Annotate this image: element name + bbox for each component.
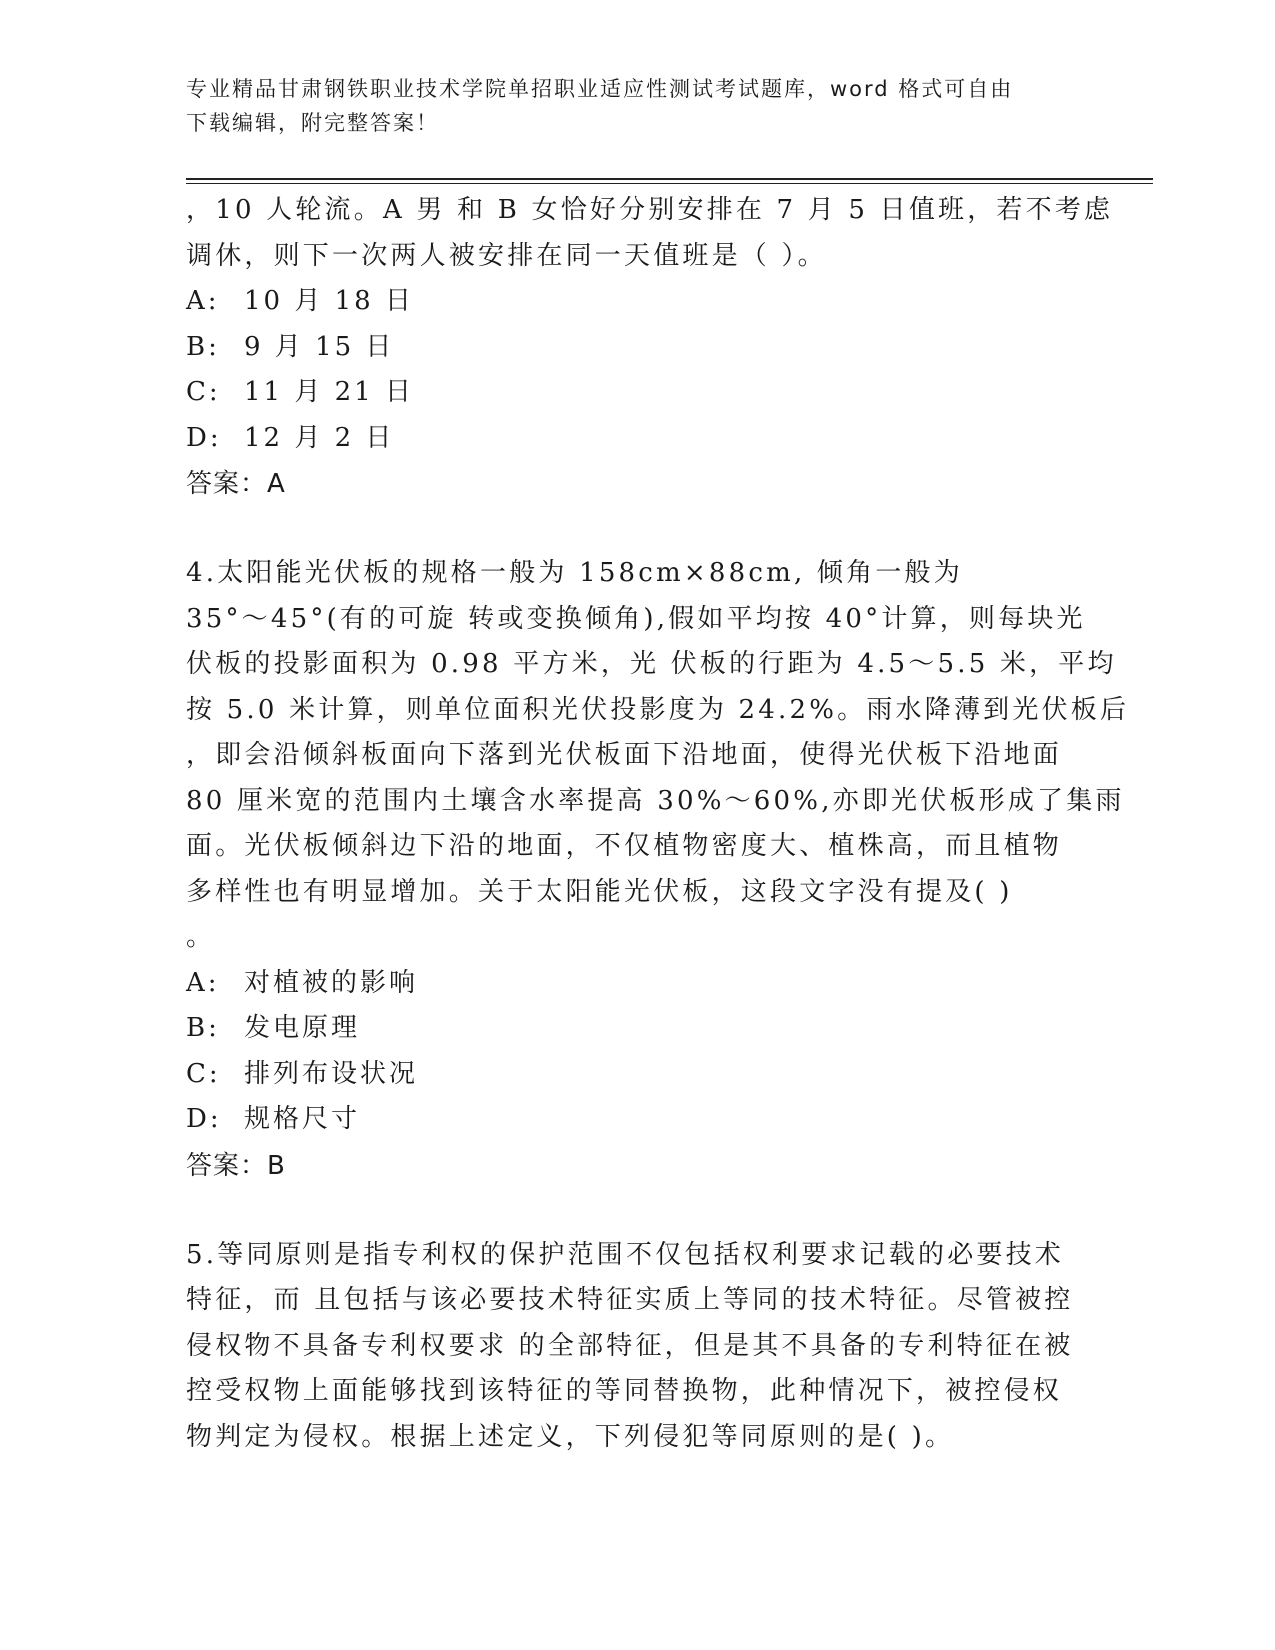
- question-text-line: 80 厘米宽的范围内土壤含水率提高 30%～60%,亦即光伏板形成了集雨: [186, 785, 1125, 816]
- question-text-line: 伏板的投影面积为 0.98 平方米，光 伏板的行距为 4.5～5.5 米，平均: [186, 649, 1117, 679]
- option-text: 10 月 18 日: [244, 286, 414, 316]
- question-text-line: 。: [186, 922, 216, 952]
- question-text-line: 控受权物上面能够找到该特征的等同替换物，此种情况下，被控侵权: [186, 1376, 1063, 1406]
- option-label: B:: [186, 331, 220, 362]
- header-line-1: 专业精品甘肃钢铁职业技术学院单招职业适应性测试考试题库，word 格式可自由: [186, 77, 1014, 101]
- question-text-line: 4.太阳能光伏板的规格一般为 158cm×88cm, 倾角一般为: [186, 558, 963, 588]
- spacer: [186, 507, 1086, 551]
- option-d: [186, 1097, 1086, 1143]
- question-text-line: ，10 人轮流。A 男 和 B 女恰好分别安排在 7 月 5 日值班，若不考虑: [186, 195, 1114, 225]
- option-label: A:: [186, 967, 220, 998]
- page-header: [186, 72, 1066, 140]
- option-d: [186, 416, 1086, 462]
- question-4: [186, 551, 1130, 1189]
- option-label: A:: [186, 286, 220, 316]
- option-b: [186, 325, 1086, 371]
- option-text: 对植被的影响: [244, 967, 419, 998]
- option-text: 排列布设状况: [244, 1058, 419, 1089]
- option-a: [186, 961, 1086, 1007]
- option-label: D:: [186, 1104, 222, 1134]
- option-c: [186, 1052, 1086, 1098]
- question-text-line: 调休，则下一次两人被安排在同一天值班是（ ）。: [186, 240, 827, 271]
- option-text: 11 月 21 日: [244, 377, 414, 407]
- header-line-2: 下载编辑，附完整答案！: [186, 111, 439, 135]
- question-text-line: 面。光伏板倾斜边下沿的地面，不仅植物密度大、植株高，而且植物: [186, 831, 1063, 861]
- spacer: [186, 1189, 1086, 1233]
- question-5: [186, 1233, 1086, 1461]
- question-text-line: 35°～45°(有的可旋 转或变换倾角),假如平均按 40°计算，则每块光: [186, 603, 1086, 634]
- answer-line: 答案：A: [186, 469, 286, 499]
- question-text-line: 物判定为侵权。根据上述定义，下列侵犯等同原则的是( )。: [186, 1421, 955, 1452]
- question-text-line: 5.等同原则是指专利权的保护范围不仅包括权利要求记载的必要技术: [186, 1239, 1065, 1270]
- option-text: 规格尺寸: [244, 1104, 361, 1134]
- option-label: C:: [186, 377, 221, 407]
- document-body: [186, 188, 1130, 1460]
- question-text-line: ，即会沿倾斜板面向下落到光伏板面下沿地面，使得光伏板下沿地面: [186, 740, 1063, 770]
- option-text: 9 月 15 日: [244, 331, 395, 362]
- question-text-line: 多样性也有明显增加。关于太阳能光伏板，这段文字没有提及( ): [186, 876, 1013, 907]
- option-label: C:: [186, 1058, 221, 1089]
- answer-line: 答案：B: [186, 1150, 286, 1181]
- option-c: [186, 370, 1086, 416]
- option-b: [186, 1006, 1086, 1052]
- question-text-line: 按 5.0 米计算，则单位面积光伏投影度为 24.2%。雨水降薄到光伏板后: [186, 694, 1130, 725]
- question-text-line: 特征，而 且包括与该必要技术特征实质上等同的技术特征。尽管被控: [186, 1285, 1074, 1315]
- header-divider-thin: [186, 183, 1153, 184]
- question-3: [186, 188, 1114, 507]
- question-text-line: 侵权物不具备专利权要求 的全部特征，但是其不具备的专利特征在被: [186, 1330, 1074, 1361]
- option-label: B:: [186, 1013, 220, 1043]
- option-text: 发电原理: [244, 1013, 361, 1043]
- option-a: [186, 279, 1086, 325]
- header-divider-thick: [186, 178, 1153, 180]
- option-label: D:: [186, 422, 222, 453]
- option-text: 12 月 2 日: [244, 422, 395, 453]
